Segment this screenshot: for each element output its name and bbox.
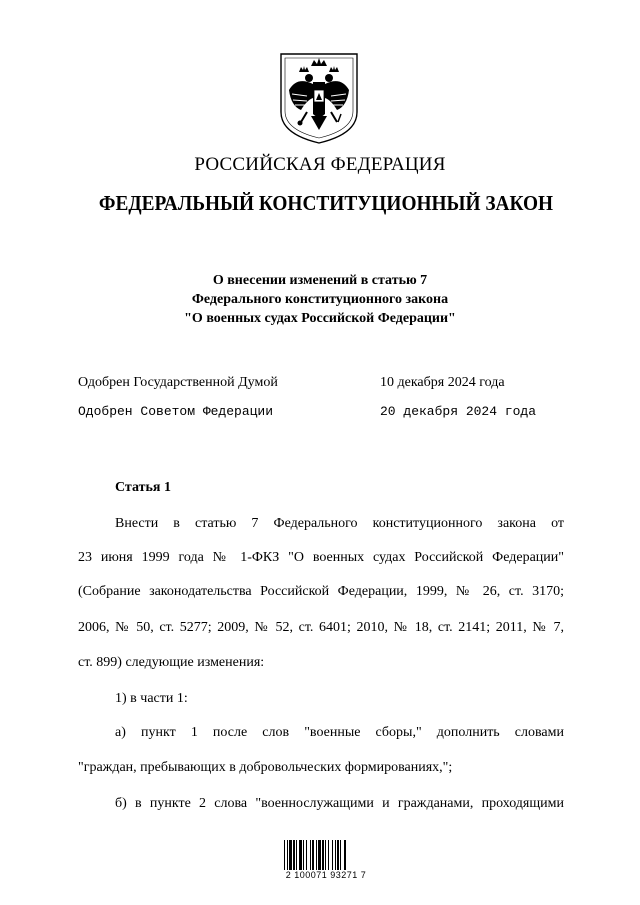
approval-duma-label: Одобрен Государственной Думой (78, 375, 278, 390)
barcode-bar (289, 840, 292, 870)
law-title (0, 271, 640, 328)
barcode-bar (332, 840, 333, 870)
barcode-bar (318, 840, 321, 870)
law-title-line: Федерального конституционного закона (191, 292, 449, 307)
approval-duma-date: 10 декабря 2024 года (380, 375, 505, 390)
barcode-bar (284, 840, 285, 870)
barcode-bar (316, 840, 317, 870)
barcode-bar (312, 840, 314, 870)
article-line: Внести в статью 7 Федерального конституционного закона от (115, 516, 564, 531)
approval-council-date: 20 декабря 2024 года (380, 404, 537, 419)
barcode-bar (328, 840, 329, 870)
barcode-bar (322, 840, 324, 870)
barcode-bar (335, 840, 336, 870)
barcode-bar (287, 840, 288, 870)
barcode-bar (296, 840, 297, 870)
coat-of-arms-icon (277, 50, 361, 146)
barcode-bar (337, 840, 339, 870)
article-heading: Статья 1 (115, 480, 171, 495)
article-line: (Собрание законодательства Российской Федерации, 1999, № 26, ст. 3170; (78, 584, 564, 599)
barcode-bar (293, 840, 295, 870)
barcode-bar (306, 840, 307, 870)
barcode-bar (299, 840, 302, 870)
barcode-bar (310, 840, 311, 870)
country-name: РОССИЙСКАЯ ФЕДЕРАЦИЯ (194, 154, 446, 175)
barcode-icon (284, 840, 368, 870)
article-line: 23 июня 1999 года № 1-ФКЗ "О военных судах Российской Федерации" (78, 550, 564, 565)
article-line: "граждан, пребывающих в добровольческих формированиях,"; (78, 760, 453, 775)
law-title-line: О внесении изменений в статью 7 (212, 273, 428, 288)
article-line: 1) в части 1: (115, 691, 188, 706)
barcode-number: 2 100071 93271 7 (285, 870, 367, 880)
law-type-heading: ФЕДЕРАЛЬНЫЙ КОНСТИТУЦИОННЫЙ ЗАКОН (98, 191, 554, 215)
barcode-bar (340, 840, 341, 870)
barcode-bar (325, 840, 326, 870)
article-line: б) в пункте 2 слова "военнослужащими и гражданами, проходящими (115, 796, 564, 811)
article-line: ст. 899) следующие изменения: (78, 655, 265, 670)
approval-council-label: Одобрен Советом Федерации (78, 404, 274, 419)
barcode-bar (303, 840, 304, 870)
article-line: 2006, № 50, ст. 5277; 2009, № 52, ст. 6401; 2010, № 18, ст. 2141; 2011, № 7, (78, 620, 564, 635)
law-title-line: "О военных судах Российской Федерации" (184, 311, 456, 326)
article-line: а) пункт 1 после слов "военные сборы," дополнить словами (115, 725, 564, 740)
barcode-bar (344, 840, 346, 870)
